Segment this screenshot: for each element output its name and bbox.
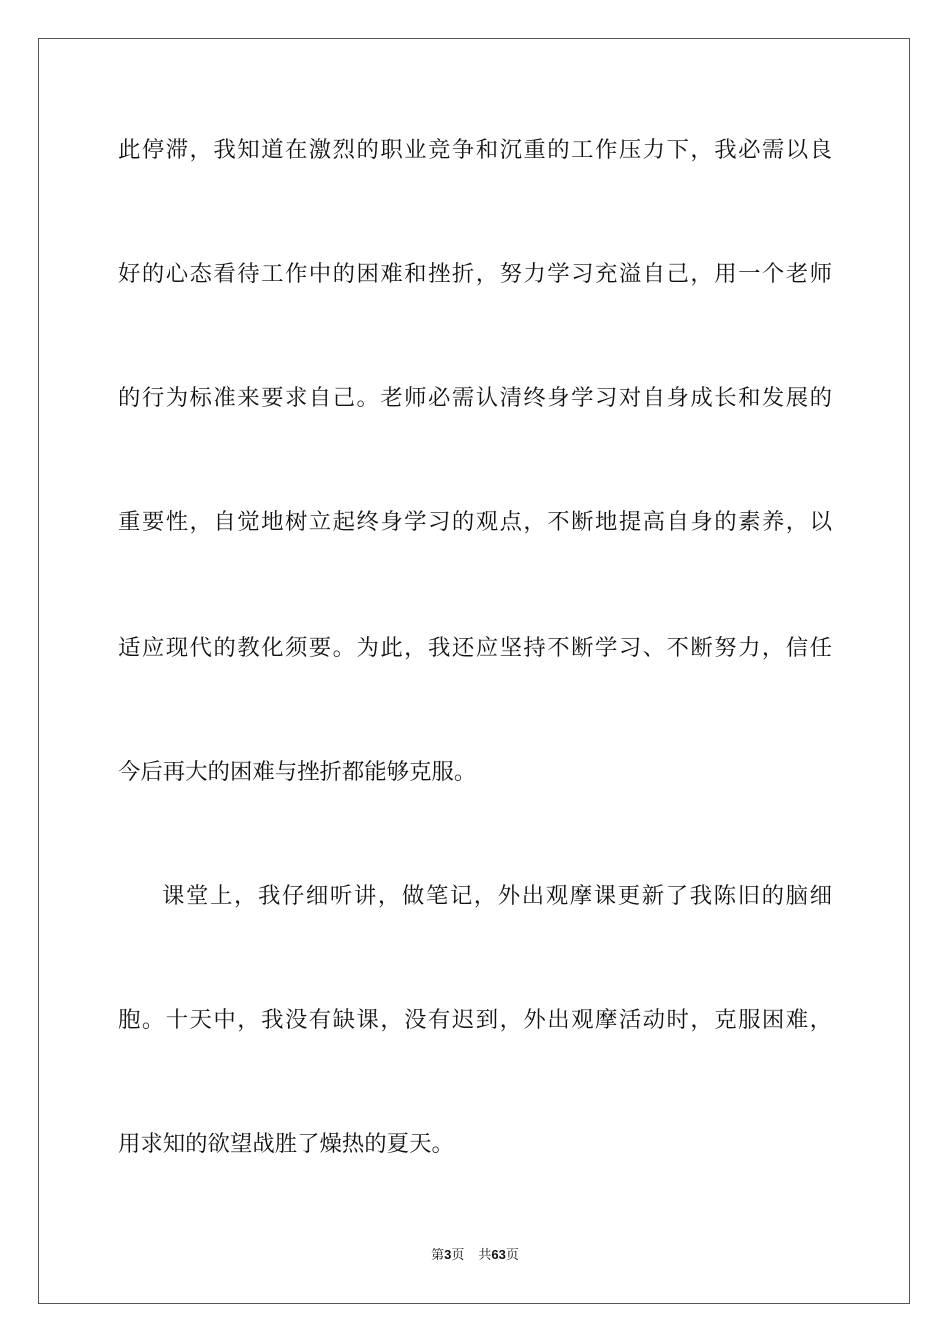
page-border [38,38,910,1304]
page-prefix: 第 [431,1248,445,1263]
body-text-line: 胞。十天中，我没有缺课，没有迟到，外出观摩活动时，克服困难， [118,1007,832,1033]
body-text-line: 此停滞，我知道在激烈的职业竞争和沉重的工作压力下，我必需以良 [118,137,832,163]
page-number: 3 [444,1247,452,1262]
body-text-line: 适应现代的教化须要。为此，我还应坚持不断学习、不断努力，信任 [118,635,832,661]
body-text-line: 今后再大的困难与挫折都能够克服。 [118,759,477,785]
body-text-line: 用求知的欲望战胜了燥热的夏天。 [118,1131,454,1157]
body-text-line: 的行为标准来要求自己。老师必需认清终身学习对自身成长和发展的 [118,385,832,411]
body-text-line: 好的心态看待工作中的困难和挫折，努力学习充溢自己，用一个老师 [118,261,832,287]
total-suffix: 页 [505,1248,519,1263]
paragraph-first-line: 课堂上，我仔细听讲，做笔记，外出观摩课更新了我陈旧的脑细 [162,883,832,909]
total-prefix: 共 [478,1248,492,1263]
body-text-line: 重要性，自觉地树立起终身学习的观点，不断地提高自身的素养，以 [118,509,832,535]
page-suffix: 页 [451,1248,465,1263]
page-footer [0,1246,950,1265]
total-pages: 63 [491,1247,506,1262]
